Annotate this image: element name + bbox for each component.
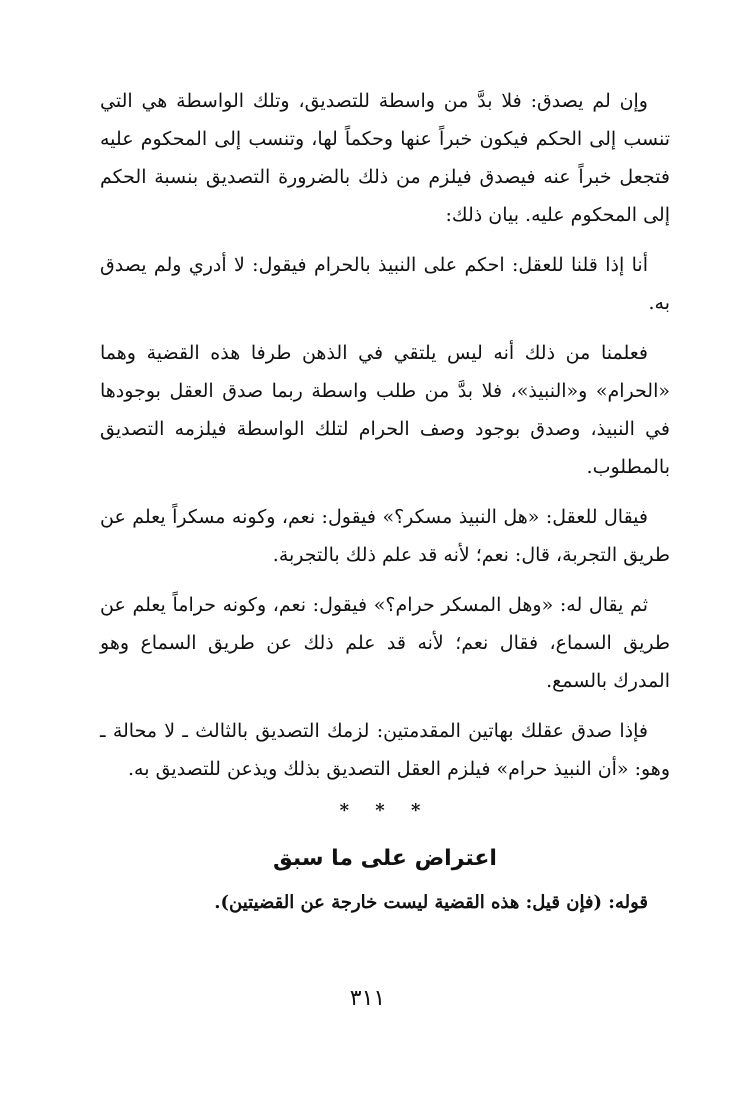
paragraph-4: فيقال للعقل: «هل النبيذ مسكر؟» فيقول: نعم، وكونه مسكراً يعلم عن طريق التجربة، قال: نعم؛ لأنه قد علم ذلك بالتجربة. bbox=[100, 506, 670, 566]
page-number: ٣١١ bbox=[349, 986, 386, 1011]
quoted-statement: قوله: (فإن قيل: هذه القضية ليست خارجة عن القضيتين). bbox=[214, 892, 648, 913]
paragraph-1: وإن لم يصدق: فلا بدَّ من واسطة للتصديق، وتلك الواسطة هي التي تنسب إلى الحكم فيكون خبراً عنها وحكماً لها، وتنسب إلى المحكوم عليه فتجعل خبراً عنه فيصدق فيلزم من ذلك بالضرورة التصديق بنسبة الحكم إلى المحكوم عليه. بيان ذلك: bbox=[100, 90, 670, 226]
paragraph-3: فعلمنا من ذلك أنه ليس يلتقي في الذهن طرفا هذه القضية وهما «الحرام» و«النبيذ»، فلا بدَّ من طلب واسطة ربما صدق العقل بوجودها في النبيذ، وصدق بوجود وصف الحرام لتلك الواسطة فيلزمه التصديق بالمطلوب. bbox=[100, 342, 670, 478]
paragraph-2: أنا إذا قلنا للعقل: احكم على النبيذ بالحرام فيقول: لا أدري ولم يصدق به. bbox=[100, 254, 670, 314]
section-divider: * * * bbox=[339, 800, 431, 821]
section-heading: اعتراض على ما سبق bbox=[273, 846, 497, 871]
paragraph-5: ثم يقال له: «وهل المسكر حرام؟» فيقول: نعم، وكونه حراماً يعلم عن طريق السماع، فقال نعم؛ لأنه قد علم ذلك عن طريق السماع وهو المدرك بالسمع. bbox=[100, 594, 670, 692]
paragraph-6: فإذا صدق عقلك بهاتين المقدمتين: لزمك التصديق بالثالث ـ لا محالة ـ وهو: «أن النبيذ حرام» فيلزم العقل التصديق بذلك ويذعن للتصديق به. bbox=[100, 720, 670, 780]
page-body bbox=[100, 82, 670, 921]
